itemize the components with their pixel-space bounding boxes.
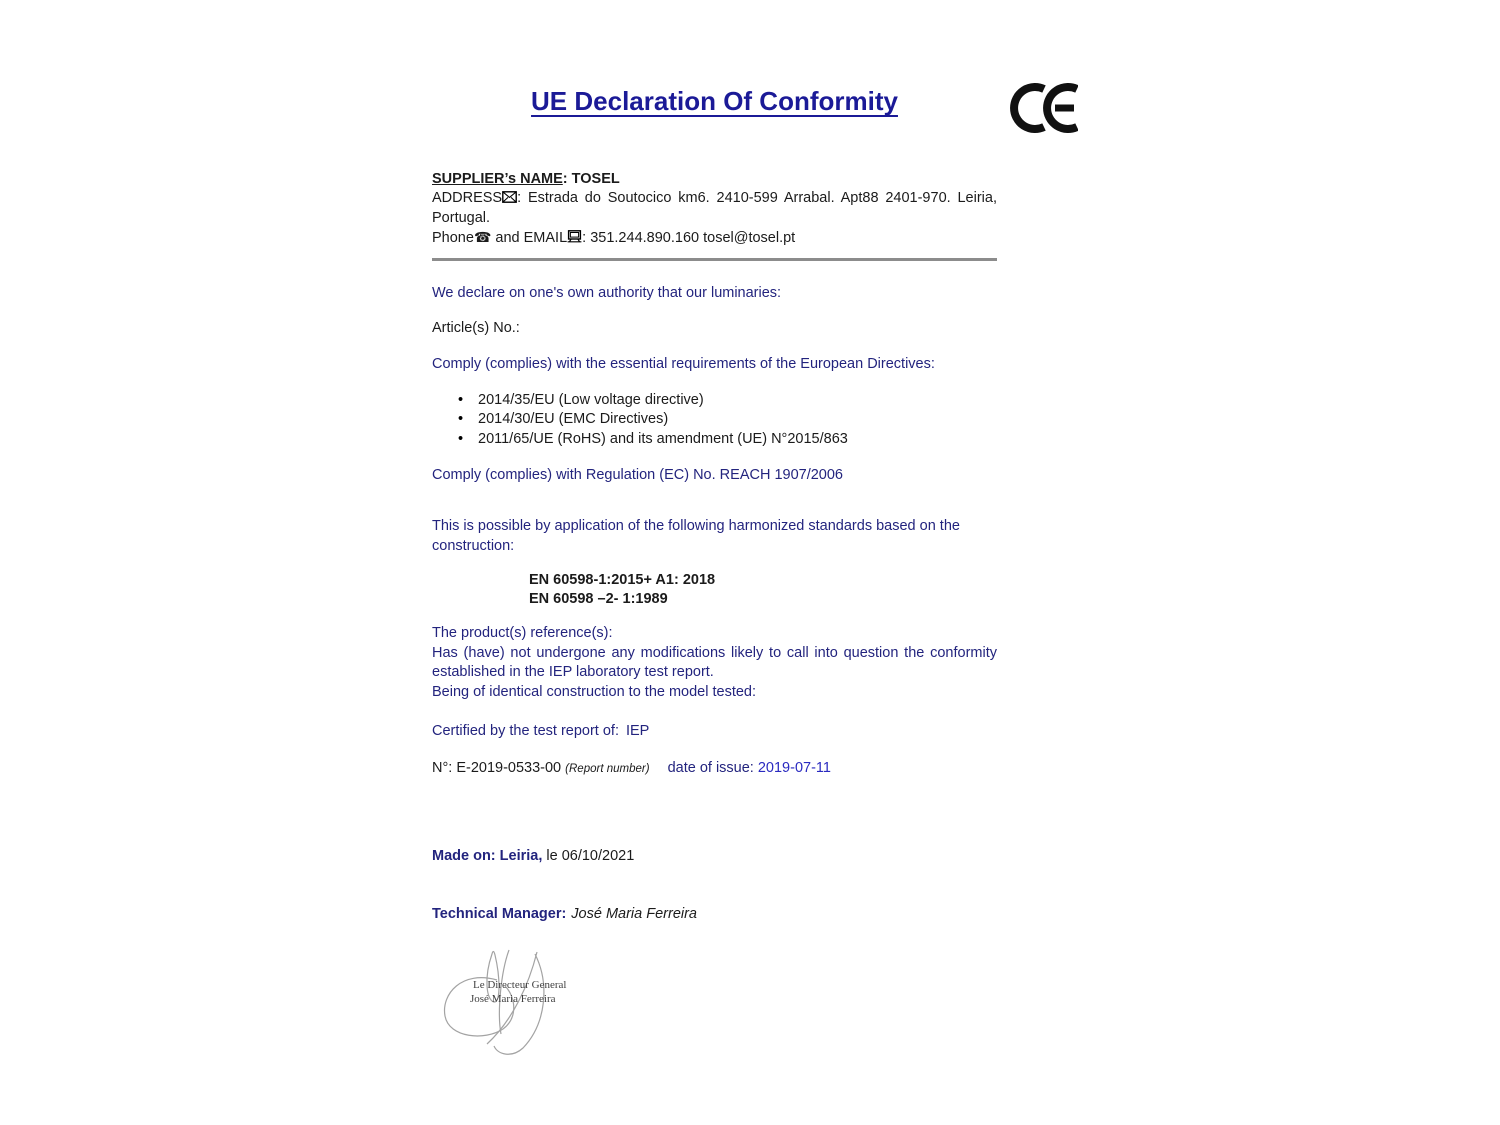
supplier-name-value: : TOSEL — [562, 171, 620, 187]
product-reference-block — [432, 624, 997, 702]
signature-image — [437, 942, 647, 1067]
date-of-issue-label: date of issue: — [667, 760, 754, 776]
technical-manager-value: José Maria Ferreira — [571, 906, 697, 922]
section-divider — [432, 258, 997, 261]
report-line — [432, 759, 997, 780]
phone-icon: ☎ — [473, 230, 492, 246]
email-conj: and EMAIL — [491, 230, 568, 246]
comply-directives-line: Comply (complies) with the essential requirements of the European Directives: — [432, 356, 935, 372]
report-number-note: (Report number) — [565, 763, 650, 775]
supplier-address-line — [432, 189, 997, 228]
standard-item: EN 60598-1:2015+ A1: 2018 — [529, 572, 716, 588]
page-title: UE Declaration Of Conformity — [531, 86, 898, 116]
articles-line: Article(s) No.: — [432, 320, 520, 336]
we-declare-line: We declare on one's own authority that our luminaries: — [432, 285, 782, 301]
harmonized-intro: This is possible by application of the following harmonized standards based on the construction: — [432, 518, 960, 554]
made-on-label: Made on: Leiria, — [432, 848, 543, 864]
directives-list — [432, 391, 997, 449]
standard-item: EN 60598 –2- 1:1989 — [529, 590, 668, 607]
technical-manager-line — [432, 905, 997, 925]
supplier-name-line — [432, 170, 997, 190]
identical-construction-line: Being of identical construction to the model tested: — [432, 683, 757, 700]
technical-manager-label: Technical Manager: — [432, 906, 567, 922]
envelope-icon — [502, 191, 517, 203]
phone-label: Phone — [432, 230, 474, 246]
certified-label: Certified by the test report of: — [432, 723, 619, 739]
directive-item: • 2011/65/UE (RoHS) and its amendment (UE) N°2015/863 — [432, 430, 997, 449]
contact-value: : 351.244.890.160 tosel@tosel.pt — [582, 230, 796, 246]
stamp-line-1: Le Directeur General — [473, 979, 567, 991]
supplier-contact-line — [432, 229, 997, 249]
directive-item: • 2014/35/EU (Low voltage directive) — [432, 391, 997, 410]
standards-list — [529, 571, 715, 608]
comply-reach-line: Comply (complies) with Regulation (EC) No. REACH 1907/2006 — [432, 467, 843, 483]
product-reference-line: The product(s) reference(s): — [432, 625, 613, 641]
supplier-name-label: SUPPLIER’s NAME — [432, 171, 563, 187]
made-on-value: le 06/10/2021 — [546, 848, 635, 864]
ce-mark-icon — [1006, 82, 1078, 134]
directive-item: • 2014/30/EU (EMC Directives) — [432, 410, 997, 429]
address-label: ADDRESS — [432, 190, 503, 206]
report-number: N°: E-2019-0533-00 — [432, 760, 562, 776]
made-on-line — [432, 847, 997, 867]
no-modifications-text: Has (have) not undergone any modifications likely to call into question the conformity established in the IEP laboratory test report. — [432, 644, 997, 680]
stamp-line-2: José Maria Ferreira — [470, 993, 556, 1005]
address-value: : Estrada do Soutocico km6. 2410-599 Arrabal. Apt88 2401-970. Leiria, Portugal. — [432, 190, 997, 226]
computer-icon — [567, 230, 582, 243]
certified-value: IEP — [625, 723, 650, 739]
certified-line — [432, 722, 997, 742]
date-of-issue-value: 2019-07-11 — [757, 760, 831, 776]
